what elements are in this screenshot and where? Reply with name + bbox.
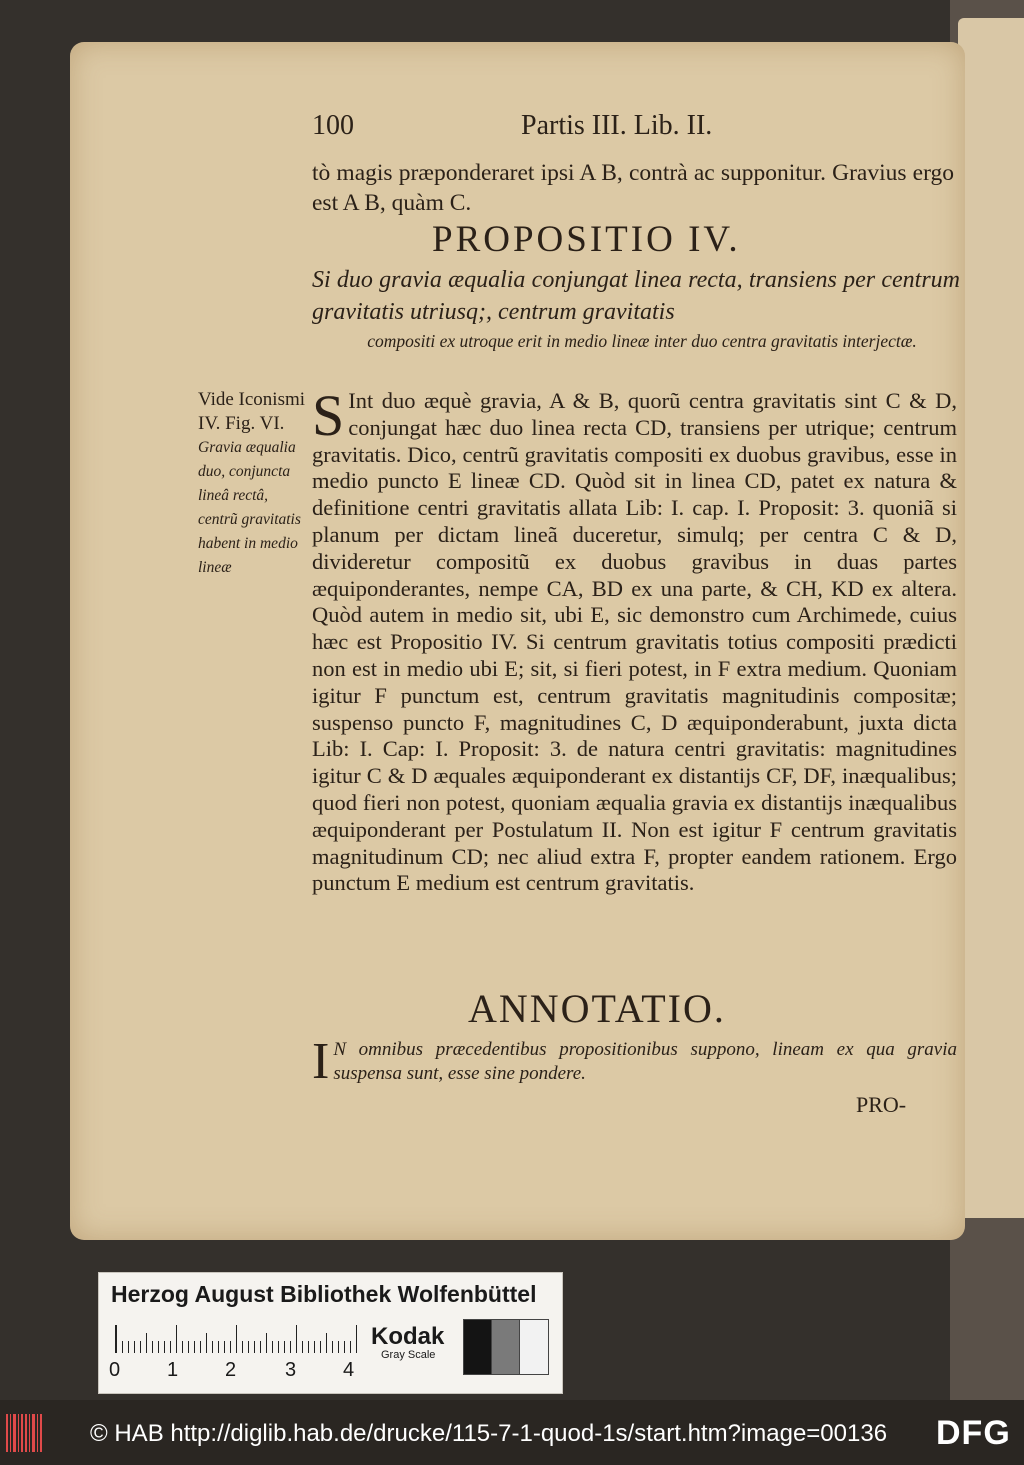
- viewer-footer: [0, 1400, 1024, 1465]
- barcode-stripe: [6, 1414, 8, 1452]
- ruler-tick: [338, 1341, 339, 1353]
- ruler-tick: [314, 1341, 315, 1353]
- ruler-tick: [200, 1341, 201, 1353]
- annotation-dropcap: I: [312, 1033, 330, 1090]
- ruler-tick: [320, 1341, 321, 1353]
- gray-scale-label: Gray Scale: [381, 1349, 436, 1361]
- measurement-ruler: [115, 1325, 362, 1353]
- barcode-icon: [6, 1414, 50, 1452]
- catchword: PRO-: [856, 1092, 907, 1117]
- ruler-tick: [170, 1341, 171, 1353]
- running-title: Partis III. Lib. II.: [521, 110, 713, 141]
- ruler-tick: [326, 1333, 327, 1353]
- ruler-tick: [356, 1325, 357, 1353]
- library-title: Herzog August Bibliothek Wolfenbüttel: [111, 1281, 537, 1307]
- dfg-logo: DFG: [936, 1414, 1011, 1452]
- ruler-tick: [248, 1341, 249, 1353]
- barcode-stripe: [21, 1414, 23, 1452]
- gray-patch-white: [519, 1319, 549, 1375]
- ruler-tick: [266, 1333, 267, 1353]
- ruler-number: 3: [285, 1359, 297, 1381]
- annotation-title: ANNOTATIO.: [468, 986, 726, 1031]
- ruler-number: 2: [225, 1359, 237, 1381]
- ruler-tick: [308, 1341, 309, 1353]
- source-url[interactable]: © HAB http://diglib.hab.de/drucke/115-7-1-quod-1s/start.htm?image=00136: [90, 1420, 888, 1447]
- barcode-stripe: [29, 1414, 30, 1452]
- barcode-stripe: [10, 1414, 11, 1452]
- ruler-tick: [350, 1341, 351, 1353]
- body-dropcap: S: [312, 383, 345, 448]
- lead-paragraph: tò magis præponderaret ipsi A B, contrà ac supponitur. Gravius ergo est A B, quàm C.: [312, 160, 954, 216]
- barcode-stripe: [37, 1414, 38, 1452]
- margin-note-summary: Gravia æqualia duo, conjuncta lineâ rectâ, centrũ gravitatis habent in medio lineæ: [198, 439, 301, 576]
- ruler-tick: [260, 1341, 261, 1353]
- page-number: 100: [312, 110, 354, 141]
- ruler-tick: [278, 1341, 279, 1353]
- ruler-tick: [284, 1341, 285, 1353]
- ruler-tick: [296, 1325, 297, 1353]
- ruler-tick: [134, 1341, 135, 1353]
- body-text: Int duo æquè gravia, A & B, quorũ centra gravitatis sint C & D, conjungat hæc duo linea recta CD, transiens per utrique; centrum gravitatis. Dico, centrũ gravitatis compositi ex duobus gravibus, esse in medio puncto E lineæ CD. Quòd sit in linea CD, patet ex natura & definitione centri gravitatis allata Lib: I. cap. I. Proposit: 3. quoniã si planum per dictam lineã duceretur, simulq; per centra C & D, divideretur compositũ ex duobus gravibus in duas partes æquiponderantes, nempe CA, BD ex una parte, & CH, KD ex altera. Quòd autem in medio sit, ubi E, sic demonstro cum Archimede, cuius hæc est Propositio IV. Si centrum gravitatis totius compositi prædicti non est in medio ubi E; sit, si fieri potest, in F extra medium. Quoniam igitur F punctum est, centrum gravitatis magnitudinis compositæ; suspenso puncto F, magnitudines C, D æquiponderabunt, juxta dicta Lib: I. Cap: I. Proposit: 3. de natura centri gravitatis: magnitudines igitur C & D æquales æquiponderant ex distantijs CF, DF, inæqualibus; quod fieri non potest, quoniam æqualia gravia ex distantijs inæqualibus æquiponderant per Postulatum II. Non est igitur F centrum gravitatis magnitudinum CD; nec aliud extra F, propter eandem rationem. Ergo punctum E medium est centrum gravitatis.: [312, 388, 957, 896]
- ruler-tick: [182, 1341, 183, 1353]
- ruler-tick: [242, 1341, 243, 1353]
- ruler-tick: [290, 1341, 291, 1353]
- ruler-tick: [194, 1341, 195, 1353]
- facing-page-edge: [958, 18, 1024, 1218]
- running-header: [312, 110, 712, 142]
- margin-note: [198, 388, 306, 580]
- barcode-stripe: [40, 1414, 42, 1452]
- ruler-tick: [206, 1333, 207, 1353]
- ruler-number: 1: [167, 1359, 179, 1381]
- ruler-tick: [218, 1341, 219, 1353]
- ruler-tick: [188, 1341, 189, 1353]
- ruler-tick: [272, 1341, 273, 1353]
- ruler-tick: [152, 1341, 153, 1353]
- enunciation-main: Si duo gravia æqualia conjungat linea recta, transiens per centrum gravitatis utriusq;, centrum gravitatis: [312, 267, 960, 325]
- barcode-stripe: [25, 1414, 27, 1452]
- ruler-tick: [224, 1341, 225, 1353]
- ruler-tick: [254, 1341, 255, 1353]
- proposition-title: PROPOSITIO IV.: [432, 219, 741, 260]
- ruler-tick: [302, 1341, 303, 1353]
- color-reference-card: [98, 1272, 563, 1394]
- annotation-text: N omnibus præcedentibus propositionibus suppono, lineam ex qua gravia suspensa sunt, esse sine pondere.: [333, 1039, 957, 1084]
- ruler-number: 4: [343, 1359, 355, 1381]
- margin-note-reference: Vide Iconismi IV. Fig. VI.: [198, 389, 306, 434]
- ruler-tick: [140, 1341, 141, 1353]
- barcode-stripe: [13, 1414, 16, 1452]
- barcode-stripe: [18, 1414, 19, 1452]
- gray-patch-black: [463, 1319, 493, 1375]
- ruler-tick: [164, 1341, 165, 1353]
- enunciation-continuation: compositi ex utroque erit in medio lineæ inter duo centra gravitatis interjectæ.: [367, 331, 917, 351]
- barcode-stripe: [32, 1414, 35, 1452]
- ruler-tick: [212, 1341, 213, 1353]
- ruler-number: 0: [109, 1359, 121, 1381]
- ruler-tick: [176, 1325, 177, 1353]
- body-paragraph: [312, 383, 957, 897]
- ruler-tick: [146, 1333, 147, 1353]
- ruler-tick: [332, 1341, 333, 1353]
- ruler-tick: [122, 1341, 123, 1353]
- ruler-tick: [158, 1341, 159, 1353]
- ruler-tick: [230, 1341, 231, 1353]
- ruler-tick: [236, 1325, 237, 1353]
- annotation-paragraph: [312, 1033, 957, 1090]
- ruler-tick: [116, 1325, 117, 1353]
- ruler-tick: [128, 1341, 129, 1353]
- kodak-logo: Kodak: [371, 1323, 445, 1350]
- ruler-tick: [344, 1341, 345, 1353]
- gray-patch-mid: [491, 1319, 521, 1375]
